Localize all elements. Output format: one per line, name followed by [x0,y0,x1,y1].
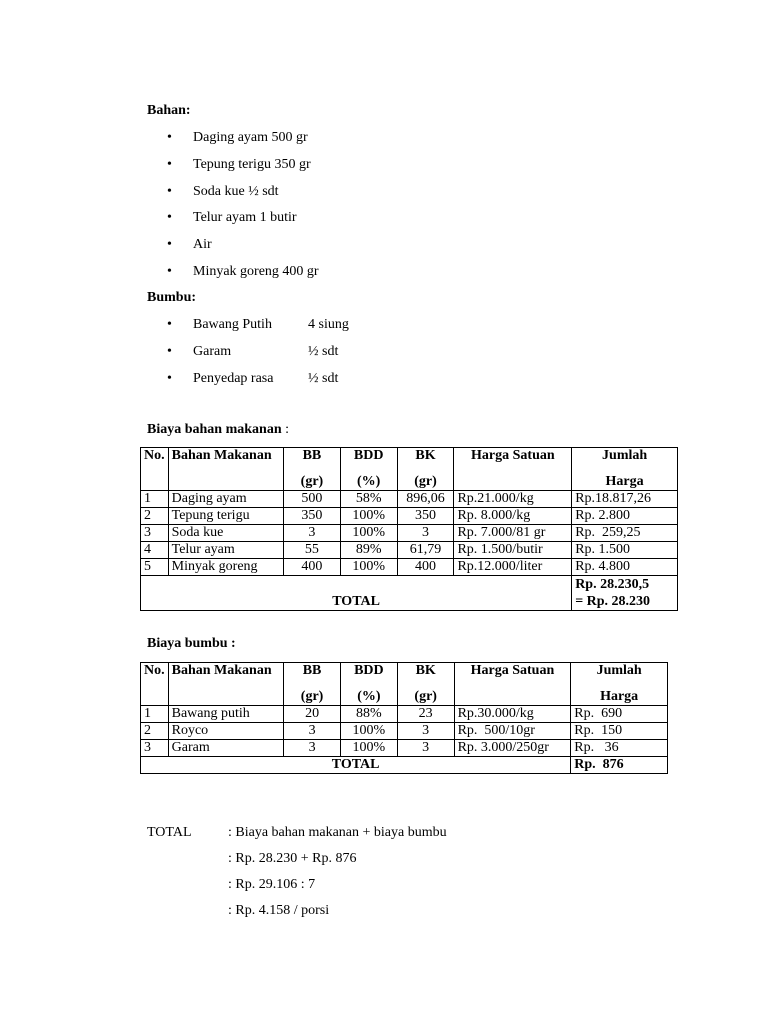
total-label: TOTAL [141,756,571,773]
bullet-icon: • [167,263,172,279]
bullet-icon: • [167,317,172,332]
col-header-bk-unit: (gr) [397,474,454,491]
summary-line: : Rp. 4.158 / porsi [228,903,330,918]
table-row: 2 Tepung terigu 350 100% 350 Rp. 8.000/kg Rp. 2.800 [141,507,678,524]
table-row: 1 Daging ayam 500 58% 896,06 Rp.21.000/kg Rp.18.817,26 [141,490,678,507]
col-header-jumlah-2: Harga [572,474,678,491]
bullet-icon: • [167,156,172,172]
col-header-harga: Harga Satuan [454,663,571,689]
table1-title: Biaya bahan makanan : [147,422,289,437]
col-header-bb: BB [284,448,341,474]
table-row: 3 Soda kue 3 100% 3 Rp. 7.000/81 gr Rp. 259,25 [141,524,678,541]
total-row [141,756,668,773]
total-row [141,575,678,610]
table-row: 2 Royco 3 100% 3 Rp. 500/10gr Rp. 150 [141,722,668,739]
bullet-icon: • [167,183,172,199]
col-header-bahan: Bahan Makanan [168,663,284,689]
col-header-bdd: BDD [340,663,397,689]
col-header-bk-unit: (gr) [397,689,454,706]
bumbu-cost-table [140,662,668,774]
col-header-jumlah: Jumlah [571,663,668,689]
bullet-icon: • [167,370,172,386]
total-value: Rp. 876 [571,756,668,773]
table-row: 5 Minyak goreng 400 100% 400 Rp.12.000/liter Rp. 4.800 [141,558,678,575]
bahan-heading: Bahan: [147,103,191,118]
total-label: TOTAL [141,575,572,610]
summary-line: : Rp. 29.106 : 7 [228,877,316,892]
col-header-jumlah: Jumlah [572,448,678,474]
col-header-bk: BK [397,663,454,689]
table2-title: Biaya bumbu : [147,636,236,651]
col-header-jumlah-2: Harga [571,689,668,706]
bumbu-heading: Bumbu: [147,290,197,305]
table-row: 4 Telur ayam 55 89% 61,79 Rp. 1.500/butir Rp. 1.500 [141,541,678,558]
bullet-icon: • [167,130,172,145]
col-header-no: No. [141,663,169,689]
col-header-no: No. [141,448,169,474]
col-header-bb-unit: (gr) [284,689,341,706]
col-header-bb: BB [284,663,341,689]
col-header-bdd-unit: (%) [340,474,397,491]
col-header-bk: BK [397,448,454,474]
col-header-harga: Harga Satuan [454,448,572,474]
col-header-bb-unit: (gr) [284,474,341,491]
bullet-icon: • [167,237,172,253]
bullet-icon: • [167,343,172,359]
table-row: 1 Bawang putih 20 88% 23 Rp.30.000/kg Rp. 690 [141,705,668,722]
col-header-bahan: Bahan Makanan [168,448,283,474]
summary-line: : Rp. 28.230 + Rp. 876 [228,851,357,866]
summary-label: TOTAL [147,825,192,840]
col-header-bdd: BDD [340,448,397,474]
bullet-icon: • [167,210,172,226]
table-row: 3 Garam 3 100% 3 Rp. 3.000/250gr Rp. 36 [141,739,668,756]
col-header-bdd-unit: (%) [340,689,397,706]
summary-line: : Biaya bahan makanan + biaya bumbu [228,825,447,840]
total-value: Rp. 28.230,5 = Rp. 28.230 [572,575,678,610]
bahan-cost-table [140,447,678,611]
